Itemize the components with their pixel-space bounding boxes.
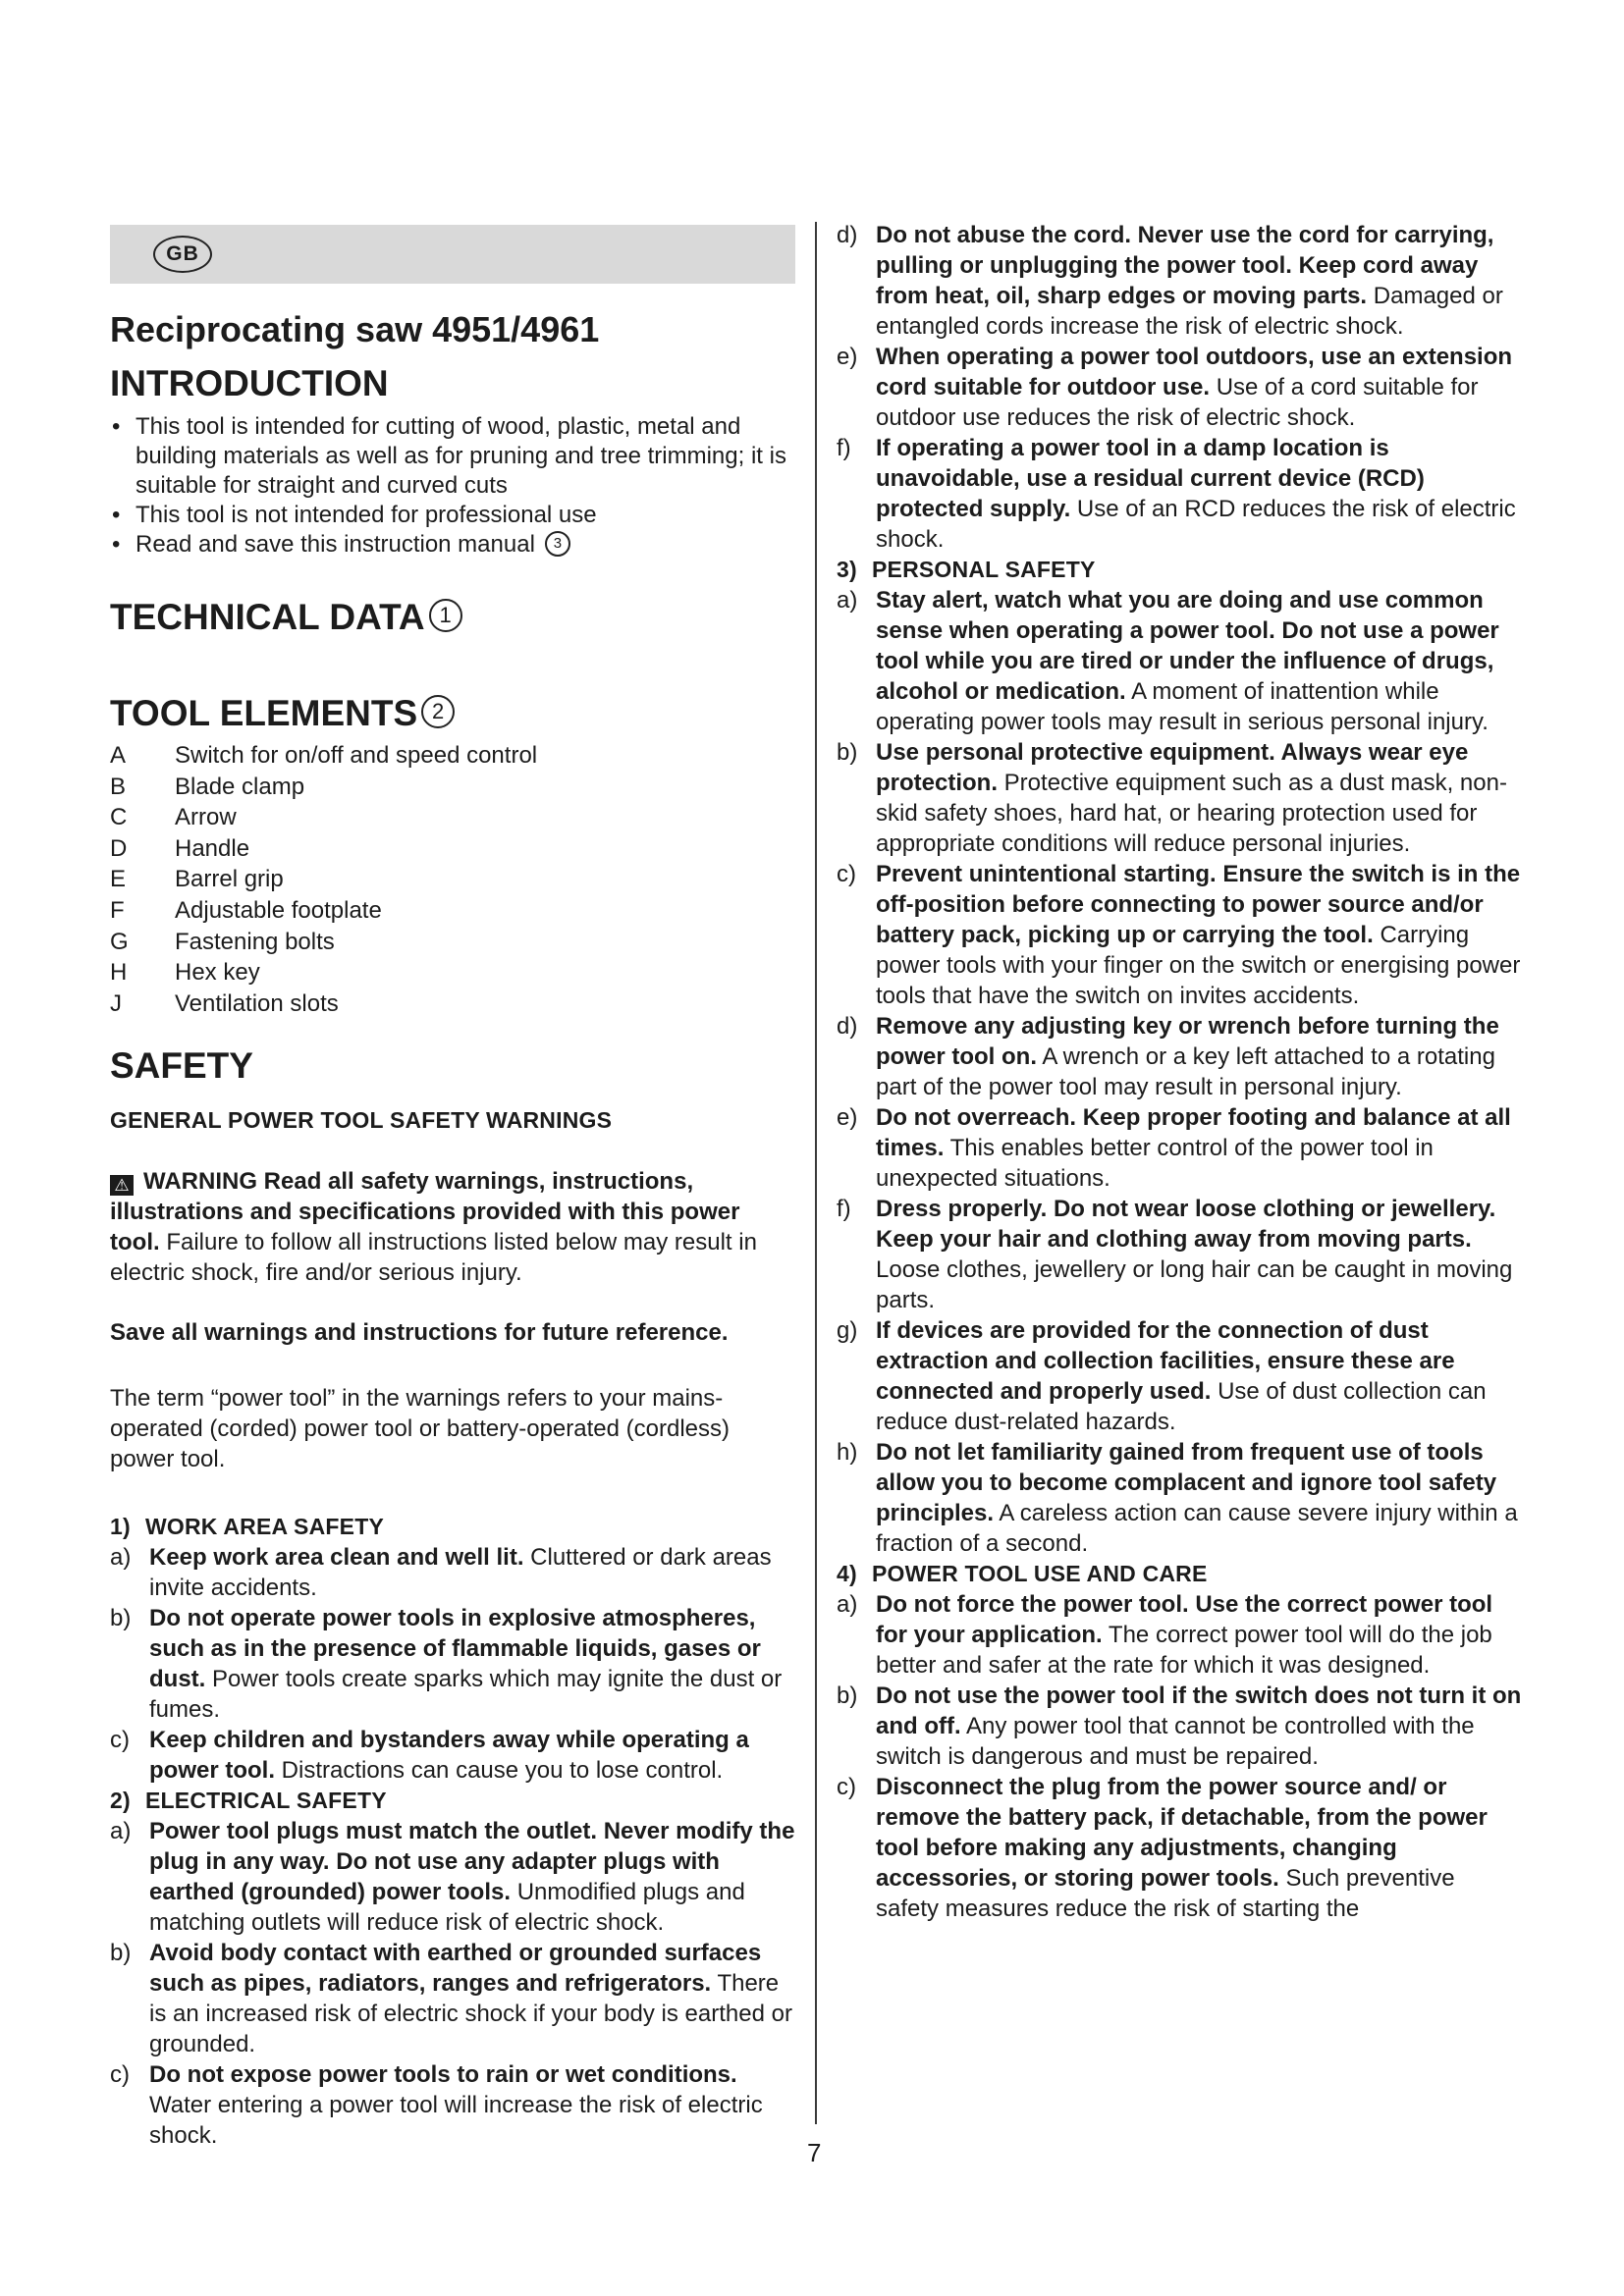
list-item: • Read and save this instruction manual 3 [110,530,795,560]
tool-elements-list [110,740,795,1019]
list-item: G Fastening bolts [110,928,335,955]
list-item: J Ventilation slots [110,989,339,1017]
list-item: a) Keep work area clean and well lit. Cluttered or dark areas invite accidents. [110,1544,772,1602]
list-item: d) Do not abuse the cord. Never use the cord for carrying, pulling or unplugging the power tool. Keep cord away from heat, oil, sharp edges or moving parts. Damaged or entangled cords increase the risk of electric shock. [837,222,1503,340]
safety-subheading: GENERAL POWER TOOL SAFETY WARNINGS [110,1107,613,1134]
save-instructions-line: Save all warnings and instructions for future reference. [110,1319,729,1347]
language-badge: GB [153,236,212,273]
list-item: • This tool is not intended for professional use [110,501,795,530]
list-item: h) Do not let familiarity gained from frequent use of tools allow you to become complacent and ignore tool safety principles. A careless action can cause severe injury within a fraction of a second. [837,1439,1518,1557]
list-item: b) Use personal protective equipment. Always wear eye protection. Protective equipment such as a dust mask, non-skid safety shoes, hard hat, or hearing protection used for appropriate conditions will reduce personal injuries. [837,739,1507,857]
warning-paragraph: ⚠ WARNING Read all safety warnings, instructions, illustrations and specifications provided with this power tool. Failure to follow all instructions listed below may result in electric shock, fire and/or serious injury. [110,1168,757,1287]
list-item: d) Remove any adjusting key or wrench before turning the power tool on. A wrench or a key left attached to a rotating part of the power tool may result in personal injury. [837,1013,1499,1100]
list-item: b) Avoid body contact with earthed or grounded surfaces such as pipes, radiators, ranges and refrigerators. There is an increased risk of electric shock if your body is earthed or grounded. [110,1940,792,2058]
list-item: g) If devices are provided for the connection of dust extraction and collection facilities, ensure these are connected and properly used. Use of dust collection can reduce dust-related hazards. [837,1317,1487,1435]
column-divider [815,222,817,2124]
left-column [110,225,795,2151]
list-item: a) Do not force the power tool. Use the correct power tool for your application. The correct power tool will do the job better and safer at the rate for which it was designed. [837,1591,1493,1679]
technical-data-heading: TECHNICAL DATA 1 [110,595,795,640]
figure-ref-badge: 2 [421,695,455,728]
list-item: c) Do not expose power tools to rain or wet conditions. Water entering a power tool will increase the risk of electric shock. [110,2061,763,2150]
list-item: E Barrel grip [110,866,284,893]
list-item: A Switch for on/off and speed control [110,742,538,769]
warning-triangle-icon: ⚠ [110,1175,134,1196]
list-item: a) Stay alert, watch what you are doing and use common sense when operating a power tool. Do not use a power tool while you are tired or under the influence of drugs, alcohol or medication. A moment of inattention while operating power tools may result in serious personal injury. [837,587,1499,735]
introduction-bullets [110,412,795,560]
list-item: C Arrow [110,804,237,831]
list-item: B Blade clamp [110,773,305,800]
list-item: H Hex key [110,959,260,987]
tool-elements-heading: TOOL ELEMENTS 2 [110,691,795,736]
term-paragraph: The term “power tool” in the warnings refers to your mains-operated (corded) power tool or battery-operated (cordless) power tool. [110,1385,730,1473]
section-heading-work-area: 1) WORK AREA SAFETY [110,1514,384,1540]
list-item: c) Keep children and bystanders away while operating a power tool. Distractions can cause you to lose control. [110,1727,749,1785]
introduction-heading: INTRODUCTION [110,363,389,403]
list-item: c) Disconnect the plug from the power source and/ or remove the battery pack, if detachable, from the power tool before making any adjustments, changing accessories, or storing power tools. Such preventive safety measures reduce the risk of starting the [837,1774,1488,1922]
safety-heading: SAFETY [110,1045,253,1087]
right-column [837,220,1524,1924]
document-title: Reciprocating saw 4951/4961 [110,309,600,349]
section-heading-electrical: 2) ELECTRICAL SAFETY [110,1788,387,1814]
list-item: f) If operating a power tool in a damp location is unavoidable, use a residual current device (RCD) protected supply. Use of an RCD reduces the risk of electric shock. [837,435,1516,553]
language-bar [110,225,795,284]
page-number: 7 [807,2138,822,2167]
list-item: b) Do not operate power tools in explosive atmospheres, such as in the presence of flammable liquids, gases or dust. Power tools create sparks which may ignite the dust or fumes. [110,1605,783,1724]
list-item: c) Prevent unintentional starting. Ensure the switch is in the off-position before connecting to power source and/or battery pack, picking up or carrying the tool. Carrying power tools with your finger on the switch or energising power tools that have the switch on invites accidents. [837,861,1521,1009]
section-heading-tool-use: 4) POWER TOOL USE AND CARE [837,1561,1208,1586]
list-item: D Handle [110,834,250,862]
list-item: f) Dress properly. Do not wear loose clothing or jewellery. Keep your hair and clothing away from moving parts. Loose clothes, jewellery or long hair can be caught in moving parts. [837,1196,1513,1313]
figure-ref-badge: 1 [429,599,462,632]
list-item: • This tool is intended for cutting of wood, plastic, metal and building materials as well as for pruning and tree trimming; it is suitable for straight and curved cuts [110,412,795,501]
list-item: e) When operating a power tool outdoors, use an extension cord suitable for outdoor use. Use of a cord suitable for outdoor use reduces the risk of electric shock. [837,344,1513,431]
list-item: F Adjustable footplate [110,896,382,924]
list-item: a) Power tool plugs must match the outlet. Never modify the plug in any way. Do not use any adapter plugs with earthed (grounded) power tools. Unmodified plugs and matching outlets will reduce risk of electric shock. [110,1818,795,1937]
figure-ref-badge: 3 [545,531,570,557]
list-item: e) Do not overreach. Keep proper footing and balance at all times. This enables better control of the power tool in unexpected situations. [837,1104,1511,1192]
section-heading-personal: 3) PERSONAL SAFETY [837,557,1096,582]
list-item: b) Do not use the power tool if the switch does not turn it on and off. Any power tool that cannot be controlled with the switch is dangerous and must be repaired. [837,1682,1522,1770]
